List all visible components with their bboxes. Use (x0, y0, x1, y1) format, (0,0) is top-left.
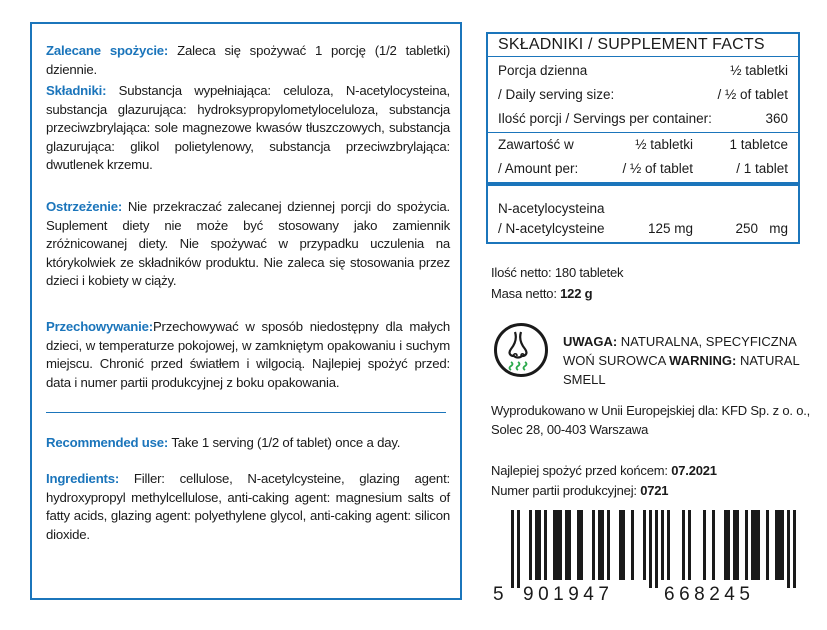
language-divider (46, 412, 446, 413)
barcode-bar (751, 510, 754, 580)
barcode-bar (568, 510, 571, 580)
barcode-bar (655, 510, 658, 588)
barcode-bar (703, 510, 706, 580)
barcode-bar (556, 510, 559, 580)
producer-line-2: Solec 28, 00-403 Warszawa (491, 422, 649, 437)
smell-nose-icon (493, 322, 549, 378)
facts-row-serving-pl: Porcja dzienna ½ tabletki (498, 63, 788, 78)
facts-row-amount-en: / Amount per: / ½ of tablet / 1 tablet (498, 161, 788, 176)
storage-pl: Przechowywanie:Przechowywać w sposób niedostępny dla małych dzieci, w temperaturze pokojowej, w zamkniętym opakowaniu i suchym miejscu. Chronić przed światłem i wilgocią. Najlepiej spożyć przed: data i numer partii produkcyjnej z boku opakowania. (46, 319, 450, 390)
barcode-bar (598, 510, 601, 580)
barcode-bar (538, 510, 541, 580)
barcode-bar (736, 510, 739, 580)
barcode-digit-first: 5 (493, 584, 509, 603)
barcode-bar (535, 510, 538, 580)
barcode-bar (775, 510, 778, 580)
ingredients-en: Ingredients: Filler: cellulose, N-acetylcysteine, glazing agent: hydroxypropyl methylcellulose, anti-caking agent: magnesium salts of fatty acids, glazing agent: polyethylene glycol, anti-caking agent: silicon dioxide. (46, 471, 450, 542)
facts-thick-rule (488, 182, 798, 186)
supplement-facts-table (486, 32, 800, 244)
facts-row-serving-en: / Daily serving size: / ½ of tablet (498, 87, 788, 102)
barcode-bar (649, 510, 652, 588)
barcode-bar (754, 510, 757, 580)
facts-row-servings-container: Ilość porcji / Servings per container: 360 (498, 111, 788, 126)
barcode-bar (622, 510, 625, 580)
barcode-bar (793, 510, 796, 588)
barcode-bar (766, 510, 769, 580)
barcode-bar (724, 510, 727, 580)
barcode-bar (682, 510, 685, 580)
barcode-bar (781, 510, 784, 580)
barcode-bar (661, 510, 664, 580)
barcode-bar (607, 510, 610, 580)
net-quantity: Ilość netto: 180 tabletek (491, 265, 624, 280)
barcode-bar (688, 510, 691, 580)
facts-title: SKŁADNIKI / SUPPLEMENT FACTS (498, 36, 765, 53)
recommended-use-en: Recommended use: Take 1 serving (1/2 of tablet) once a day. (46, 435, 401, 450)
barcode-bar (619, 510, 622, 580)
facts-row-ingredient-en: / N-acetylcysteine 125 mg 250 mg (498, 221, 788, 236)
facts-title-rule (488, 56, 798, 57)
barcode-bar (601, 510, 604, 580)
label-left-panel (30, 22, 462, 600)
barcode-bar (712, 510, 715, 580)
barcode-bar (577, 510, 580, 580)
barcode-bar (733, 510, 736, 580)
warning-pl: Ostrzeżenie: Nie przekraczać zalecanej dziennej porcji do spożycia. Suplement diety nie może być stosowany jako zamiennik zróżnicowanej diety. Nie spożywać w przypadku uczulenia na którykolwiek ze składników produktu. Nie zaleca się stosowania przez dzieci i kobiety w ciąży. (46, 199, 450, 289)
barcode-bar (667, 510, 670, 580)
barcode-digits-left: 901947 (523, 584, 614, 603)
barcode-bar (727, 510, 730, 580)
barcode-bar (631, 510, 634, 580)
barcode-bar (757, 510, 760, 580)
net-mass: Masa netto: 122 g (491, 286, 593, 301)
barcode-bar (565, 510, 568, 580)
barcode-bar (580, 510, 583, 580)
ean-barcode (493, 508, 803, 603)
ingredients-pl: Składniki: Substancja wypełniająca: celuloza, N-acetylocysteina, substancja glazurująca: hydroksypropylometyloceluloza, substancja przeciwzbrylająca: sole magnezowe kwasów tłuszczowych, substancja glazurująca: glikol polietylenowy, substancja przeciwzbrylająca: dwutlenek krzemu. (46, 83, 450, 173)
batch-number: Numer partii produkcyjnej: 0721 (491, 483, 669, 498)
producer-line-1: Wyprodukowano w Unii Europejskiej dla: KFD Sp. z o. o., (491, 403, 811, 418)
barcode-bar (544, 510, 547, 580)
barcode-bar (592, 510, 595, 580)
barcode-bar (745, 510, 748, 580)
facts-row-ingredient-pl: N-acetylocysteina (498, 201, 605, 216)
best-before: Najlepiej spożyć przed końcem: 07.2021 (491, 463, 717, 478)
barcode-bar (643, 510, 646, 580)
barcode-bar (787, 510, 790, 588)
barcode-bar (553, 510, 556, 580)
facts-row-amount-pl: Zawartość w ½ tabletki 1 tabletce (498, 137, 788, 152)
barcode-bar (778, 510, 781, 580)
smell-warning: UWAGA: NATURALNA, SPECYFICZNA WOŃ SUROWCA WARNING: NATURAL SMELL (563, 334, 800, 387)
barcode-bar (529, 510, 532, 580)
barcode-bar (517, 510, 520, 588)
recommended-use-pl: Zalecane spożycie: Zaleca się spożywać 1 porcję (1/2 tabletki) dziennie. (46, 43, 451, 77)
barcode-bar (511, 510, 514, 588)
facts-rule-amount (488, 132, 798, 133)
barcode-bar (559, 510, 562, 580)
barcode-digits-right: 668245 (664, 584, 755, 603)
